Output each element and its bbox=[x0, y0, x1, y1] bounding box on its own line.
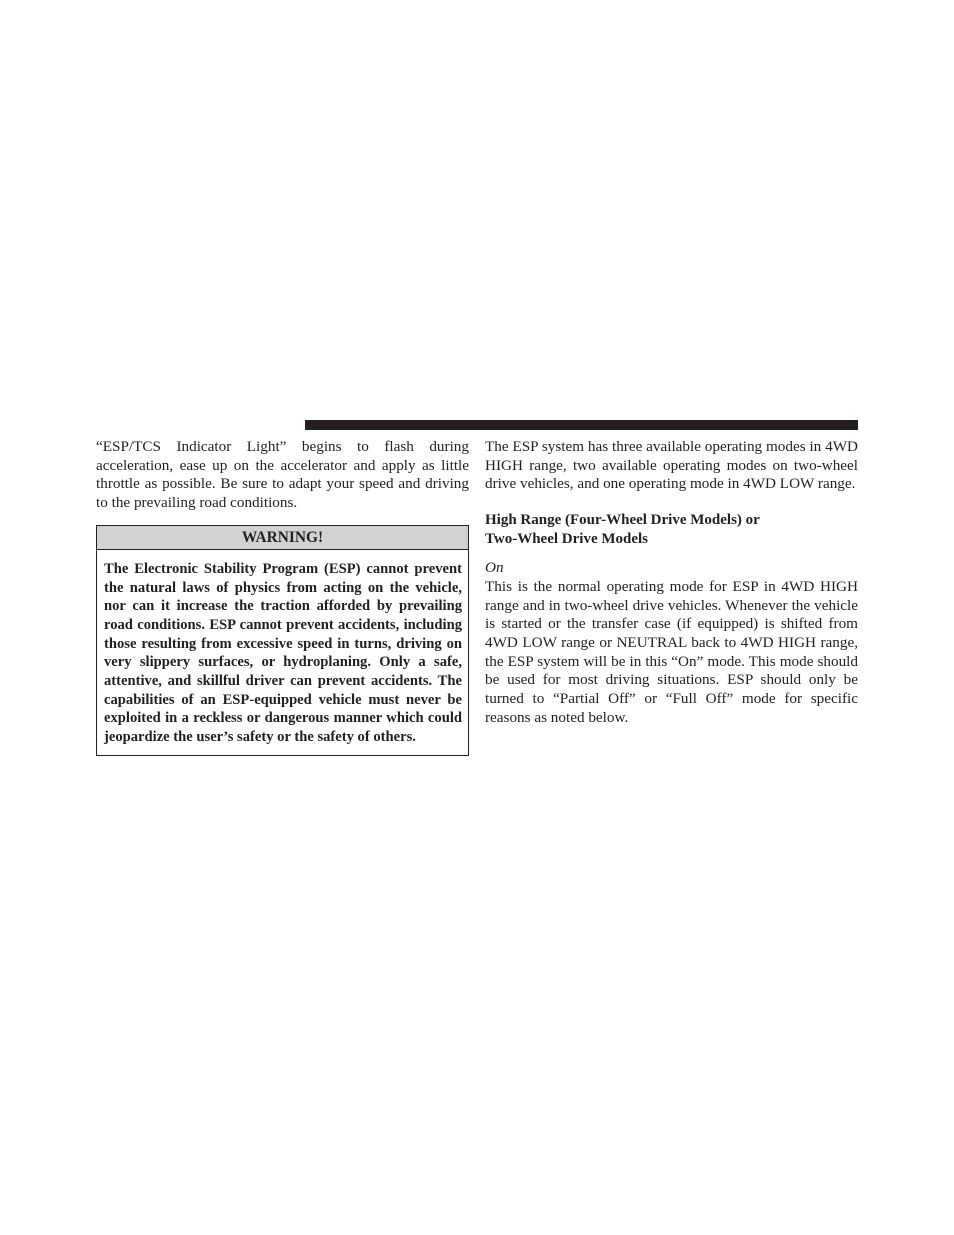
on-mode-paragraph: This is the normal operating mode for ESP in 4WD HIGH range and in two-wheel drive vehicles. Whenever the vehicle is started or the transfer case (if equipped) is shifted from 4WD LOW range or NEUTRAL back to 4WD HIGH range, the ESP system will be in this “On” mode. This mode should be used for most driving situations. ESP should only be turned to “Partial Off” or “Full Off” mode for specific reasons as noted below. bbox=[485, 577, 858, 726]
page-header-bar bbox=[305, 420, 858, 430]
section-heading-line-2: Two-Wheel Drive Models bbox=[485, 531, 649, 548]
intro-paragraph: “ESP/TCS Indicator Light” begins to flash during acceleration, ease up on the accelerator and apply as little throttle as possible. Be sure to adapt your speed and driving to the prevailing road conditions. bbox=[96, 438, 469, 512]
warning-title: WARNING! bbox=[97, 526, 468, 550]
modes-paragraph: The ESP system has three available operating modes in 4WD HIGH range, two available operating modes on two-wheel drive vehicles, and one operating mode in 4WD LOW range. bbox=[485, 438, 858, 493]
right-column bbox=[485, 438, 858, 727]
section-heading-line-1: High Range (Four-Wheel Drive Models) or bbox=[485, 512, 760, 529]
warning-text: The Electronic Stability Program (ESP) cannot prevent the natural laws of physics from acting on the vehicle, nor can it increase the traction afforded by prevailing road conditions. ESP cannot prevent accidents, including those resulting from excessive speed in turns, driving on very slippery surfaces, or hydroplaning. Only a safe, attentive, and skillful driver can prevent accidents. The capabilities of an ESP-equipped vehicle must never be exploited in a reckless or dangerous manner which could jeopardize the user’s safety or the safety of others. bbox=[104, 560, 462, 746]
warning-box bbox=[96, 525, 469, 756]
mode-subheading-on: On bbox=[485, 559, 504, 577]
left-column bbox=[96, 438, 469, 756]
section-heading bbox=[485, 511, 858, 549]
